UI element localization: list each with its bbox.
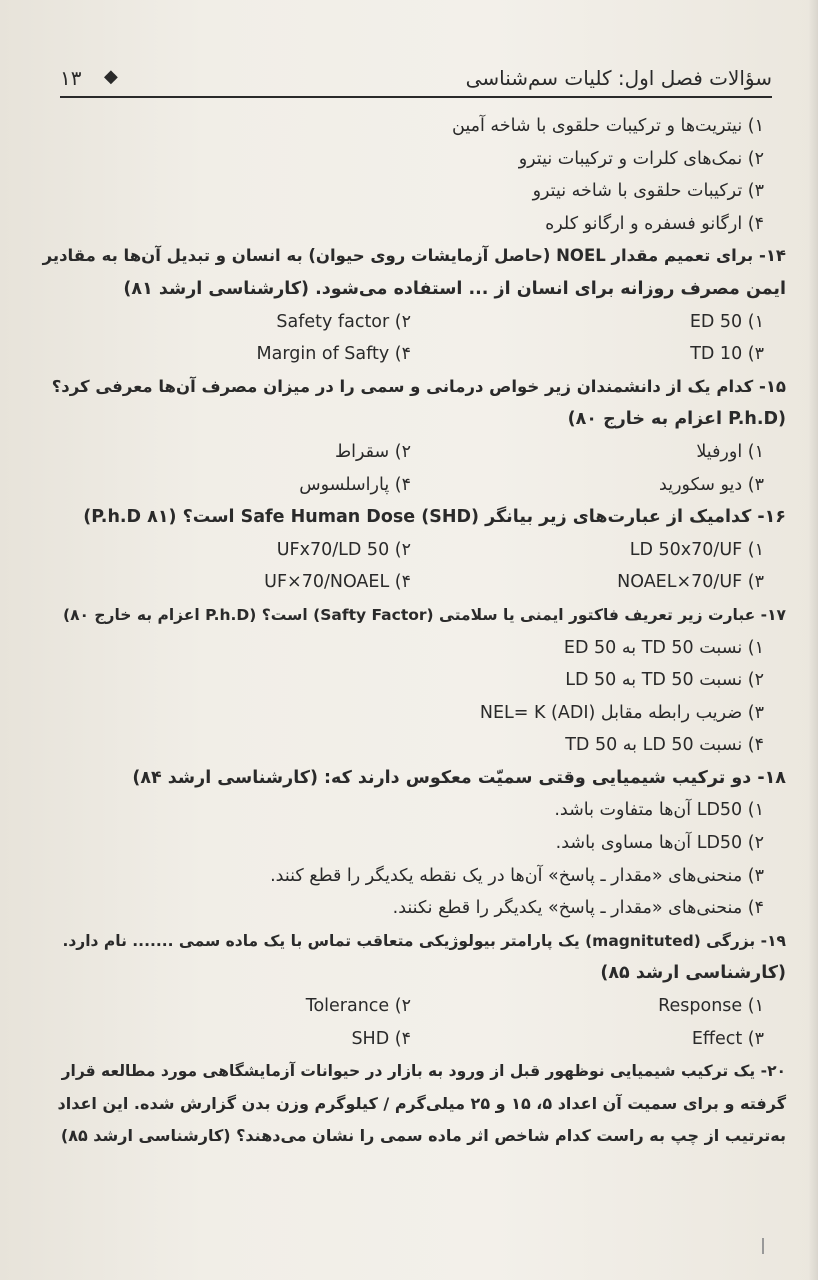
page-number: ۱۳ — [60, 66, 82, 90]
question-18: ۱۸- دو ترکیب شیمیایی وقتی سمیّت معکوس دارند که: (کارشناسی ارشد ۸۴) — [132, 767, 786, 788]
question-15-line1: ۱۵- کدام یک از دانشمندان زیر خواص درمانی و سمی را در میزان مصرف آن‌ها معرفی کرد؟ — [51, 376, 786, 396]
option-line: ۳) ضریب رابطه مقابل NEL= K (ADI) — [479, 702, 764, 723]
question-14-line2: ایمن مصرف روزانه برای انسان از ... استفاده می‌شود. (کارشناسی ارشد ۸۱) — [123, 278, 786, 299]
diamond-icon: ◆ — [104, 66, 118, 87]
option-3: ۳) TD 10 — [690, 344, 764, 365]
option-line: ۴) ارگانو فسفره و ارگانو کلره — [545, 213, 764, 234]
question-16-options-row1 — [42, 534, 786, 567]
option-4: ۴) SHD — [351, 1028, 411, 1049]
option-3: ۳) دیو سکورید — [659, 474, 764, 495]
question-16-options-row2 — [42, 566, 786, 599]
option-2: ۲) UFx70/LD 50 — [276, 539, 411, 560]
question-20-line2: گرفته و برای سمیت آن اعداد ۵، ۱۵ و ۲۵ میلی‌گرم / کیلوگرم وزن بدن گزارش شده. این اعداد — [57, 1093, 786, 1113]
question-19-line1: ۱۹- بزرگی (magnituted) یک پارامتر بیولوژیکی متعاقب تماس با یک ماده سمی ....... نام دارد. — [62, 931, 786, 950]
option-line: ۱) LD50 آن‌ها متفاوت باشد. — [554, 800, 764, 821]
option-2: ۲) Safety factor — [276, 311, 411, 332]
option-line: ۲) نمک‌های کلرات و ترکیبات نیترو — [518, 148, 764, 169]
questions-body — [42, 110, 786, 1153]
option-1: ۱) اورفیلا — [696, 441, 764, 462]
question-15-line2: (P.h.D اعزام به خارج ۸۰) — [567, 409, 786, 430]
question-19-line2: (کارشناسی ارشد ۸۵) — [600, 963, 786, 984]
option-line: ۲) نسبت TD 50 به LD 50 — [565, 670, 764, 691]
header-rule — [60, 96, 772, 98]
option-3: ۳) NOAEL×70/UF — [617, 572, 764, 593]
option-1: ۱) ED 50 — [689, 311, 764, 332]
chapter-title: سؤالات فصل اول: کلیات سم‌شناسی — [465, 66, 772, 90]
question-19-options-row1 — [42, 990, 786, 1023]
question-14-options-row2 — [42, 338, 786, 371]
question-20-line1: ۲۰- یک ترکیب شیمیایی نوظهور قبل از ورود به بازار در حیوانات آزمایشگاهی مورد مطالعه قرار — [61, 1062, 786, 1081]
option-line: ۴) نسبت LD 50 به TD 50 — [565, 735, 764, 756]
option-2: ۲) سقراط — [334, 441, 411, 462]
option-line: ۳) ترکیبات حلقوی با شاخه نیترو — [532, 181, 764, 202]
question-19-options-row2 — [42, 1023, 786, 1056]
question-15-options-row2 — [42, 469, 786, 502]
option-4: ۴) پاراسلسوس — [299, 474, 411, 495]
question-15-options-row1 — [42, 436, 786, 469]
option-4: ۴) Margin of Safty — [256, 344, 411, 365]
question-17: ۱۷- عبارت زیر تعریف فاکتور ایمنی یا سلامتی (Safty Factor) است؟ (P.h.D اعزام به خارج ۸۰) — [62, 605, 786, 624]
option-line: ۴) منحنی‌های «مقدار ـ پاسخ» یکدیگر را قطع نکنند. — [392, 898, 764, 919]
question-14-options-row1 — [42, 306, 786, 339]
running-header — [60, 62, 772, 98]
option-3: ۳) Effect — [691, 1028, 764, 1049]
option-1: ۱) Response — [658, 996, 764, 1017]
option-line: ۲) LD50 آن‌ها مساوی باشد. — [555, 833, 764, 854]
option-line: ۱) نسبت TD 50 به ED 50 — [563, 637, 764, 658]
option-2: ۲) Tolerance — [305, 996, 411, 1017]
question-16: ۱۶- کدامیک از عبارت‌های زیر بیانگر Safe Human Dose (SHD) است؟ (P.h.D ۸۱) — [83, 507, 786, 528]
option-line: ۱) نیتریت‌ها و ترکیبات حلقوی با شاخه آمین — [452, 116, 764, 136]
option-4: ۴) UF×70/NOAEL — [264, 572, 411, 593]
option-line: ۳) منحنی‌های «مقدار ـ پاسخ» آن‌ها در یک نقطه یکدیگر را قطع کنند. — [270, 865, 764, 886]
option-1: ۱) LD 50x70/UF — [629, 539, 764, 560]
page-edge-mark — [762, 1238, 764, 1254]
page-shadow — [808, 0, 818, 1280]
question-20-line3: به‌ترتیب از چپ به راست کدام شاخص اثر ماده سمی را نشان می‌دهند؟ (کارشناسی ارشد ۸۵) — [60, 1126, 786, 1146]
question-14-line1: ۱۴- برای تعمیم مقدار NOEL (حاصل آزمایشات روی حیوان) به انسان و تبدیل آن‌ها به مقادیر — [42, 246, 786, 266]
